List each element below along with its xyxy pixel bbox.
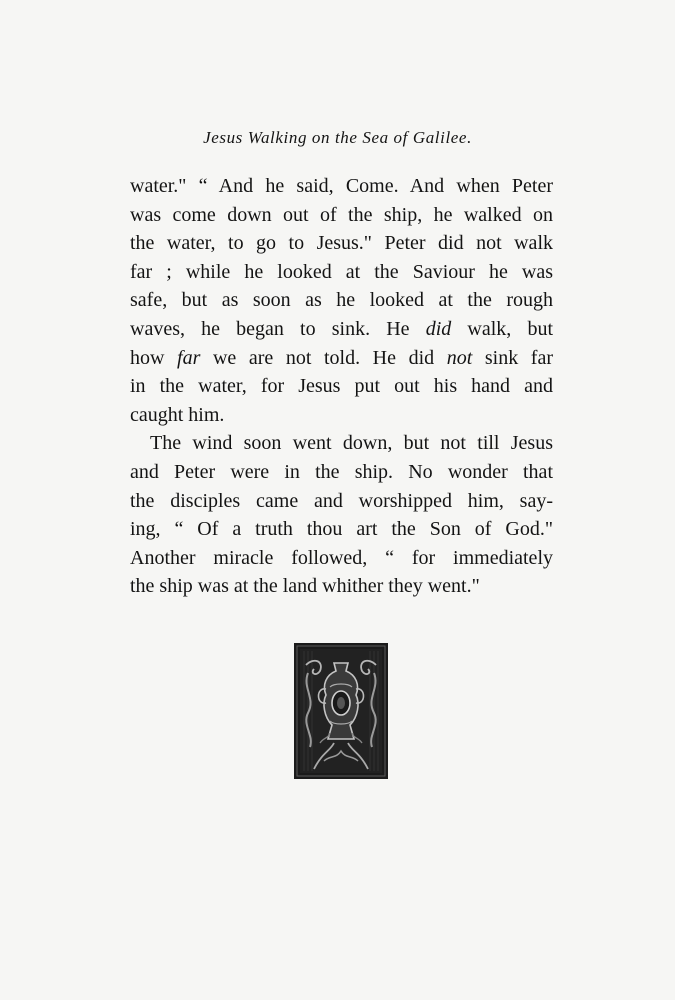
text-line: was come down out of the ship, he walked on	[130, 203, 553, 226]
text-line: Another miracle followed, “ for immediately	[130, 546, 553, 569]
text-line	[130, 344, 553, 373]
text-line: The wind soon went down, but not till Jesus	[150, 432, 553, 455]
text-line: the ship was at the land whither they went."	[130, 575, 480, 598]
emphasis-did: did	[425, 317, 452, 340]
text-line: far ; while he looked at the Saviour he was	[130, 260, 553, 283]
body-text	[130, 172, 553, 601]
text-line: caught him.	[130, 403, 225, 426]
text-line: the disciples came and worshipped him, say-	[130, 489, 553, 512]
paragraph-1	[130, 172, 553, 429]
text-line: and Peter were in the ship. No wonder that	[130, 460, 553, 483]
text-line: water." “ And he said, Come. And when Peter	[130, 175, 553, 197]
emphasis-not: not	[446, 346, 473, 369]
text-line	[130, 315, 553, 344]
text-run: we are not told. He did	[200, 346, 447, 369]
text-run: waves, he began to sink. He	[130, 317, 426, 340]
text-run: walk, but	[451, 317, 554, 340]
emphasis-far: far	[177, 346, 201, 369]
running-head: Jesus Walking on the Sea of Galilee.	[203, 128, 472, 147]
text-line: the water, to go to Jesus." Peter did not walk	[130, 232, 553, 255]
text-line: ing, “ Of a truth thou art the Son of God."	[130, 518, 553, 541]
urn-vignette-ornament-icon	[294, 643, 388, 779]
text-line: safe, but as soon as he looked at the rough	[130, 289, 553, 312]
paragraph-2	[130, 429, 553, 601]
text-line: in the water, for Jesus put out his hand and	[130, 375, 553, 398]
text-run: sink far	[472, 346, 553, 369]
text-run: how	[130, 346, 178, 369]
